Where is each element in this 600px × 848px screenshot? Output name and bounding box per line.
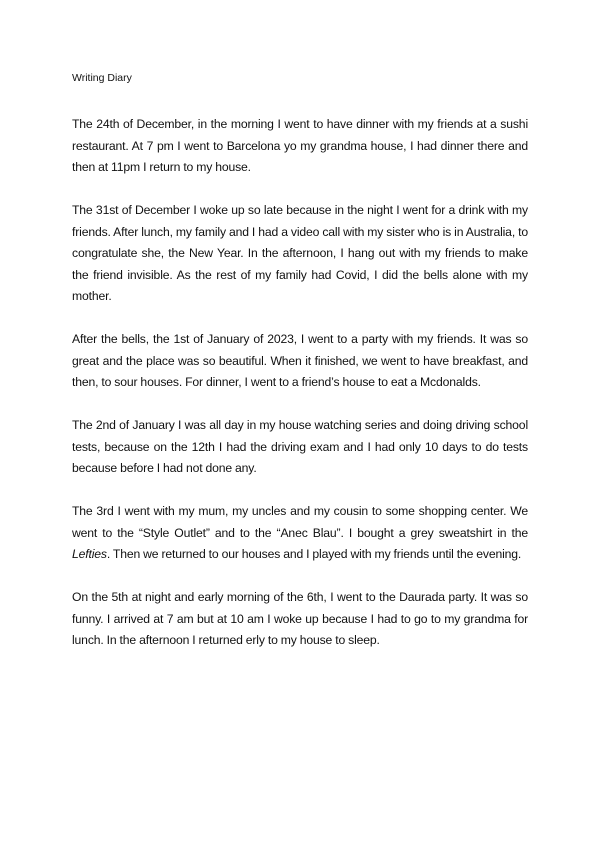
paragraph-january-3-text-end: . Then we returned to our houses and I played with my friends until the evening. <box>106 547 522 561</box>
paragraph-january-5: On the 5th at night and early morning of the 6th, I went to the Daurada party. It was so funny. I arrived at 7 am but at 10 am I woke up because I had to go to my grandma for lunch. In the afternoon I returned erly to my house to sleep. <box>72 590 528 647</box>
document-body <box>72 114 528 673</box>
store-name-italic: Lefties <box>72 547 107 561</box>
paragraph-january-2: The 2nd of January I was all day in my house watching series and doing driving school tests, because on the 12th I had the driving exam and I had only 10 days to do tests because before I had not done any. <box>72 418 528 475</box>
paragraph-january-1: After the bells, the 1st of January of 2023, I went to a party with my friends. It was so great and the place was so beautiful. When it finished, we went to have breakfast, and then, to sour houses. For dinner, I went to a friend’s house to eat a Mcdonalds. <box>72 332 528 389</box>
paragraph-december-31: The 31st of December I woke up so late because in the night I went for a drink with my friends. After lunch, my family and I had a video call with my sister who is in Australia, to congratulate she, the New Year. In the afternoon, I hang out with my friends to make the friend invisible. As the rest of my family had Covid, I did the bells alone with my mother. <box>72 203 528 303</box>
document-title: Writing Diary <box>72 72 132 84</box>
paragraph-january-3 <box>72 501 528 566</box>
paragraph-january-3-text-start: The 3rd I went with my mum, my uncles and my cousin to some shopping center. We went to the “Style Outlet” and to the “Anec Blau”. I bought a grey sweatshirt in the <box>72 504 528 540</box>
paragraph-december-24: The 24th of December, in the morning I went to have dinner with my friends at a sushi restaurant. At 7 pm I went to Barcelona yo my grandma house, I had dinner there and then at 11pm I return to my house. <box>72 117 528 174</box>
